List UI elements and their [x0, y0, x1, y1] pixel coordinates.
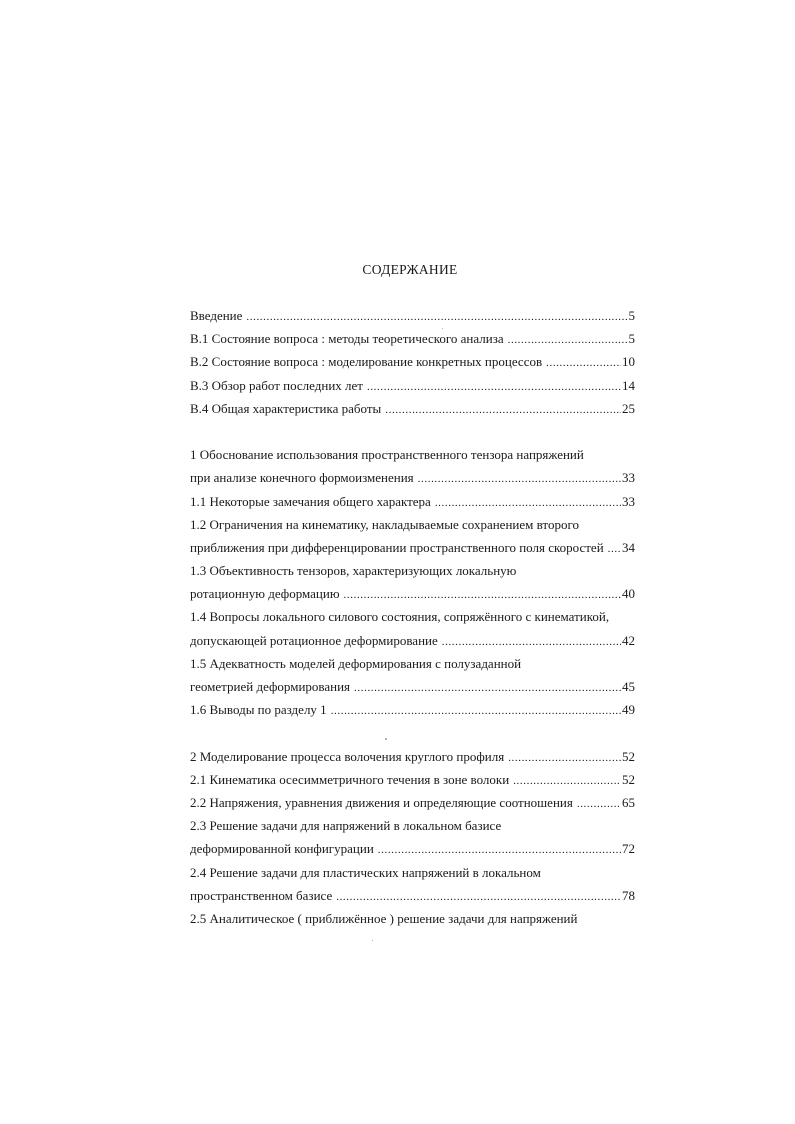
- toc-entry-text: В.3 Обзор работ последних лет: [190, 377, 363, 393]
- toc-entry-text: 2.3 Решение задачи для напряжений в локальном базисе: [190, 818, 502, 834]
- toc-leader-dots: [442, 637, 621, 648]
- toc-leader-dots: [378, 845, 621, 856]
- toc-entry-text: 1.5 Адекватность моделей деформирования с полузаданной: [190, 655, 522, 671]
- toc-entry: [190, 378, 635, 401]
- toc-entry-text: деформированной конфигурации: [190, 841, 374, 857]
- toc-leader-dots: [331, 706, 621, 717]
- toc-page-number: 45: [622, 679, 635, 694]
- toc-entry: [190, 331, 635, 354]
- toc-page-number: 40: [622, 586, 635, 602]
- toc-entry: [190, 354, 635, 377]
- toc-entry: [190, 563, 635, 586]
- toc-page-number: 49: [622, 702, 635, 718]
- toc-leader-dots: [336, 892, 621, 903]
- toc-leader-dots: [513, 776, 621, 787]
- toc-entry: [190, 308, 635, 331]
- toc-page-number: 42: [622, 632, 635, 648]
- toc-entry: [190, 911, 635, 934]
- toc-entry: [190, 633, 635, 656]
- toc-leader-dots: [354, 683, 621, 694]
- toc-entry: [190, 865, 635, 888]
- toc-page-number: 52: [622, 771, 635, 787]
- toc-entry: [190, 540, 635, 563]
- toc-leader-dots: [508, 753, 621, 764]
- toc-page-number: 78: [622, 887, 635, 903]
- toc-page-number: 25: [622, 400, 635, 416]
- toc-entry-text: Введение: [190, 308, 243, 323]
- toc-entry: [190, 470, 635, 493]
- toc-entry-text: 2.4 Решение задачи для пластических напряжений в локальном: [190, 864, 541, 880]
- section-gap: [190, 725, 635, 748]
- toc-entry-text: 2.5 Аналитическое ( приближённое ) решение задачи для напряжений: [190, 910, 578, 926]
- toc-entry-text: 1.1 Некоторые замечания общего характера: [190, 493, 431, 509]
- toc-page-number: 10: [622, 354, 635, 370]
- toc-leader-dots: [344, 590, 621, 601]
- toc-entry: [190, 679, 635, 702]
- toc-entry: [190, 447, 635, 470]
- toc-page-number: 72: [622, 841, 635, 857]
- section-gap: [190, 424, 635, 447]
- toc-entry-text: 1.2 Ограничения на кинематику, накладываемые сохранением второго: [190, 516, 579, 532]
- toc-entry-text: геометрией деформирования: [190, 679, 351, 694]
- toc-leader-dots: [385, 405, 621, 416]
- toc-leader-dots: [546, 358, 621, 369]
- toc-entry-text: приближения при дифференцировании пространственного поля скоростей: [190, 539, 604, 555]
- toc-entry: [190, 772, 635, 795]
- toc-entry: [190, 401, 635, 424]
- toc-entry: [190, 888, 635, 911]
- toc-entry-text: 2 Моделирование процесса волочения круглого профиля: [190, 748, 505, 764]
- toc-entry-text: В.1 Состояние вопроса : методы теоретического анализа: [190, 331, 504, 347]
- toc-entry-text: 1 Обоснование использования пространственного тензора напряжений: [190, 447, 584, 463]
- toc-leader-dots: [435, 498, 621, 509]
- scan-speck: [442, 328, 443, 329]
- table-of-contents: [190, 308, 635, 934]
- toc-page-number: 33: [622, 470, 635, 486]
- toc-leader-dots: [418, 474, 621, 485]
- toc-entry-text: 1.4 Вопросы локального силового состояния, сопряжённого с кинематикой,: [190, 609, 610, 625]
- toc-page-number: 14: [622, 377, 635, 393]
- toc-leader-dots: [367, 382, 621, 393]
- toc-entry-text: пространственном базисе: [190, 887, 333, 903]
- toc-page-number: 65: [622, 794, 635, 810]
- toc-entry: [190, 494, 635, 517]
- scan-speck: [385, 738, 387, 740]
- toc-entry: [190, 609, 635, 632]
- toc-page-number: 5: [628, 331, 635, 347]
- toc-entry-text: 1.3 Объективность тензоров, характеризующих локальную: [190, 563, 517, 579]
- toc-entry-text: 1.6 Выводы по разделу 1: [190, 702, 327, 718]
- toc-entry: [190, 749, 635, 772]
- toc-entry-text: В.4 Общая характеристика работы: [190, 400, 382, 416]
- toc-page-number: 33: [622, 493, 635, 509]
- toc-entry-text: В.2 Состояние вопроса : моделирование конкретных процессов: [190, 354, 543, 370]
- toc-entry-text: при анализе конечного формоизменения: [190, 470, 414, 486]
- toc-entry-text: ротационную деформацию: [190, 586, 340, 602]
- toc-entry: [190, 818, 635, 841]
- toc-entry: [190, 841, 635, 864]
- toc-leader-dots: [508, 335, 628, 346]
- toc-leader-dots: [608, 544, 621, 555]
- toc-page-number: 52: [622, 748, 635, 764]
- toc-entry-text: 2.1 Кинематика осесимметричного течения в зоне волоки: [190, 771, 510, 787]
- toc-entry: [190, 517, 635, 540]
- toc-entry: [190, 795, 635, 818]
- page-title: СОДЕРЖАНИЕ: [362, 262, 458, 277]
- toc-entry: [190, 586, 635, 609]
- toc-page-number: 34: [622, 539, 635, 555]
- toc-page-number: 5: [628, 308, 635, 323]
- toc-entry-text: допускающей ротационное деформирование: [190, 632, 438, 648]
- toc-entry: [190, 656, 635, 679]
- toc-entry-text: 2.2 Напряжения, уравнения движения и определяющие соотношения: [190, 794, 573, 810]
- toc-entry: [190, 702, 635, 725]
- scan-speck: [372, 940, 373, 941]
- toc-leader-dots: [246, 312, 627, 323]
- toc-leader-dots: [577, 799, 621, 810]
